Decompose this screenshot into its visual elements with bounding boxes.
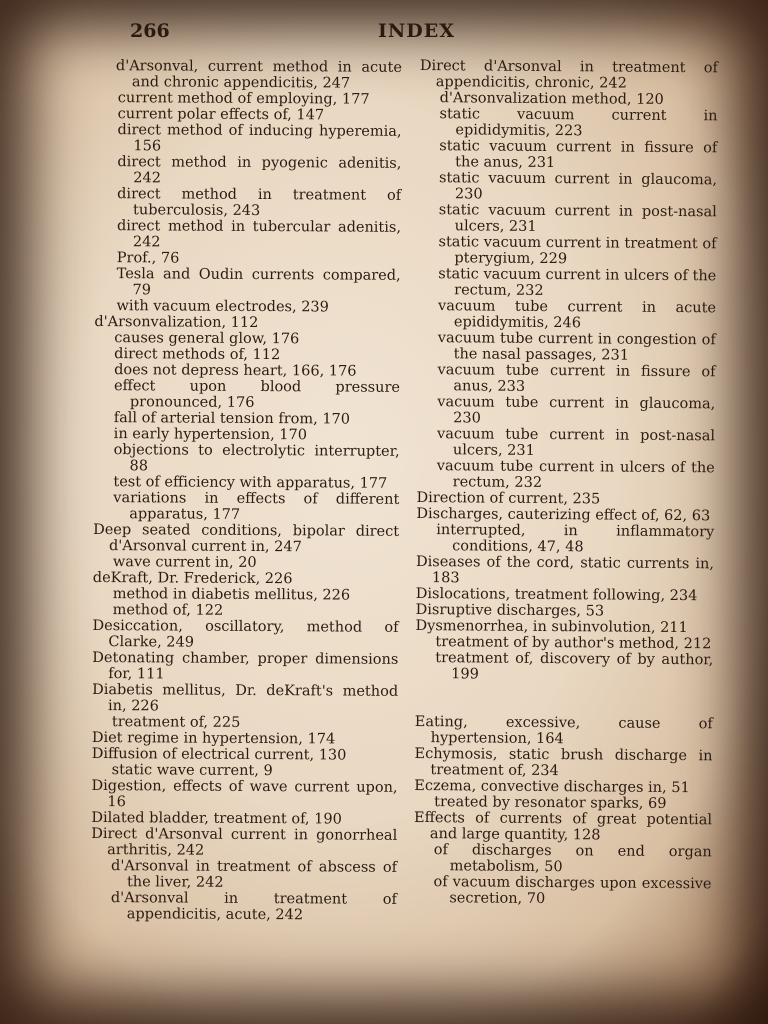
index-subentry: d'Arsonval in treatment of abscess of the liver, 242 xyxy=(111,858,398,891)
index-subentry: treated by resonator sparks, 69 xyxy=(434,794,667,812)
index-subentry: vacuum tube current in congestion of the nasal passages, 231 xyxy=(437,330,716,364)
index-subentry: treatment of, discovery of by author, 199 xyxy=(435,650,714,683)
index-entry: deKraft, Dr. Frederick, 226 xyxy=(92,569,293,588)
index-subentry: effect upon blood pressure pronounced, 176 xyxy=(113,378,401,411)
index-entry: Direct d'Arsonval in treatment of appendicitis, chronic, 242 xyxy=(419,58,718,92)
index-entry: Echymosis, static brush discharge in treatment of, 234 xyxy=(414,745,713,780)
index-subentry: direct method in treatment of tuberculosis, 243 xyxy=(117,186,402,220)
index-subentry: Tesla and Oudin currents compared, 79 xyxy=(116,266,401,299)
index-subentry: method of, 122 xyxy=(112,602,224,619)
index-subentry: causes general glow, 176 xyxy=(114,330,300,348)
index-entry: Direction of current, 235 xyxy=(416,489,601,508)
index-entry: Digestion, effects of wave current upon, 16 xyxy=(91,777,398,811)
page-header xyxy=(0,18,768,48)
index-subentry: direct method in pyogenic adenitis, 242 xyxy=(117,154,402,187)
index-subentry: current polar effects of, 147 xyxy=(117,106,325,124)
index-column-right xyxy=(413,58,718,908)
index-entry: Dilated bladder, treatment of, 190 xyxy=(91,809,342,828)
index-subentry: d'Arsonval, current method in acute and chronic appendicitis, 247 xyxy=(115,58,402,92)
index-subentry: vacuum tube current in post-nasal ulcers, 231 xyxy=(436,426,716,459)
index-subentry: Prof., 76 xyxy=(116,250,180,267)
index-subentry: fall of arterial tension from, 170 xyxy=(113,410,351,428)
index-column-left xyxy=(91,58,402,924)
index-subentry: direct method in tubercular adenitis, 242 xyxy=(116,218,402,251)
index-subentry: vacuum tube current in glaucoma, 230 xyxy=(437,394,716,427)
index-subentry: d'Arsonval in treatment of appendicitis, acute, 242 xyxy=(110,890,397,924)
index-entry: Diffusion of electrical current, 130 xyxy=(91,745,347,764)
index-entry: Dislocations, treatment following, 234 xyxy=(415,585,698,605)
index-subentry: with vacuum electrodes, 239 xyxy=(116,298,329,316)
index-subentry: vacuum tube current in fissure of anus, 233 xyxy=(437,362,716,395)
index-subentry: treatment of by author's method, 212 xyxy=(435,634,712,653)
index-entry: Eating, excessive, cause of hypertension, 164 xyxy=(414,713,713,748)
index-entry: Diet regime in hypertension, 174 xyxy=(91,729,336,748)
index-subentry: vacuum tube current in acute epididymitis, 246 xyxy=(437,298,717,332)
index-subentry: static wave current, 9 xyxy=(111,762,273,780)
index-subentry: d'Arsonvalization method, 120 xyxy=(439,90,664,108)
index-subentry: static vacuum current in post-nasal ulcers, 231 xyxy=(438,202,717,235)
index-subentry: static vacuum current in epididymitis, 223 xyxy=(439,106,718,140)
index-entry: Diseases of the cord, static currents in, 183 xyxy=(415,553,715,587)
index-subentry: static vacuum current in ulcers of the rectum, 232 xyxy=(438,266,717,299)
index-entry: Discharges, cauterizing effect of, 62, 63 xyxy=(416,505,711,525)
index-subentry: current method of employing, 177 xyxy=(117,90,370,108)
index-subentry: in early hypertension, 170 xyxy=(113,426,308,444)
index-subentry: vacuum tube current in ulcers of the rectum, 232 xyxy=(436,458,715,491)
index-entry: Diabetis mellitus, Dr. deKraft's method in, 226 xyxy=(92,681,399,715)
index-subentry: does not depress heart, 166, 176 xyxy=(114,362,357,380)
index-subentry: objections to electrolytic interrupter, 88 xyxy=(113,442,400,475)
index-entry: Eczema, convective discharges in, 51 xyxy=(414,777,690,797)
index-entry: Direct d'Arsonval current in gonorrheal arthritis, 242 xyxy=(91,825,398,859)
index-subentry: interrupted, in inflammatory conditions, 47, 48 xyxy=(436,522,715,556)
index-entry: Effects of currents of great potential and large quantity, 128 xyxy=(413,809,713,844)
index-subentry: static vacuum current in treatment of pterygium, 229 xyxy=(438,234,717,268)
index-subentry: direct methods of, 112 xyxy=(114,346,281,364)
index-subentry: method in diabetis mellitus, 226 xyxy=(112,586,351,604)
index-subentry: test of efficiency with apparatus, 177 xyxy=(113,474,388,492)
index-subentry: treatment of, 225 xyxy=(111,714,241,731)
page-title: INDEX xyxy=(378,20,455,42)
index-subentry: wave current in, 20 xyxy=(112,554,257,571)
index-subentry: of discharges on end organ metabolism, 50 xyxy=(433,842,712,876)
index-subentry: variations in effects of different apparatus, 177 xyxy=(113,490,400,523)
index-subentry: static vacuum current in glaucoma, 230 xyxy=(438,170,718,203)
page-number: 266 xyxy=(130,20,170,42)
index-entry: Desiccation, oscillatory, method of Clarke, 249 xyxy=(92,617,399,651)
index-entry: Disruptive discharges, 53 xyxy=(415,601,605,620)
index-entry: Dysmenorrhea, in subinvolution, 211 xyxy=(415,617,688,637)
index-subentry: of vacuum discharges upon excessive secretion, 70 xyxy=(433,874,712,908)
index-entry: Detonating chamber, proper dimensions for, 111 xyxy=(92,649,399,683)
index-entry: Deep seated conditions, bipolar direct d'Arsonval current in, 247 xyxy=(93,521,400,556)
index-entry: d'Arsonvalization, 112 xyxy=(94,313,259,331)
index-subentry: direct method of inducing hyperemia, 156 xyxy=(117,122,402,155)
index-subentry: static vacuum current in fissure of the anus, 231 xyxy=(439,138,718,172)
